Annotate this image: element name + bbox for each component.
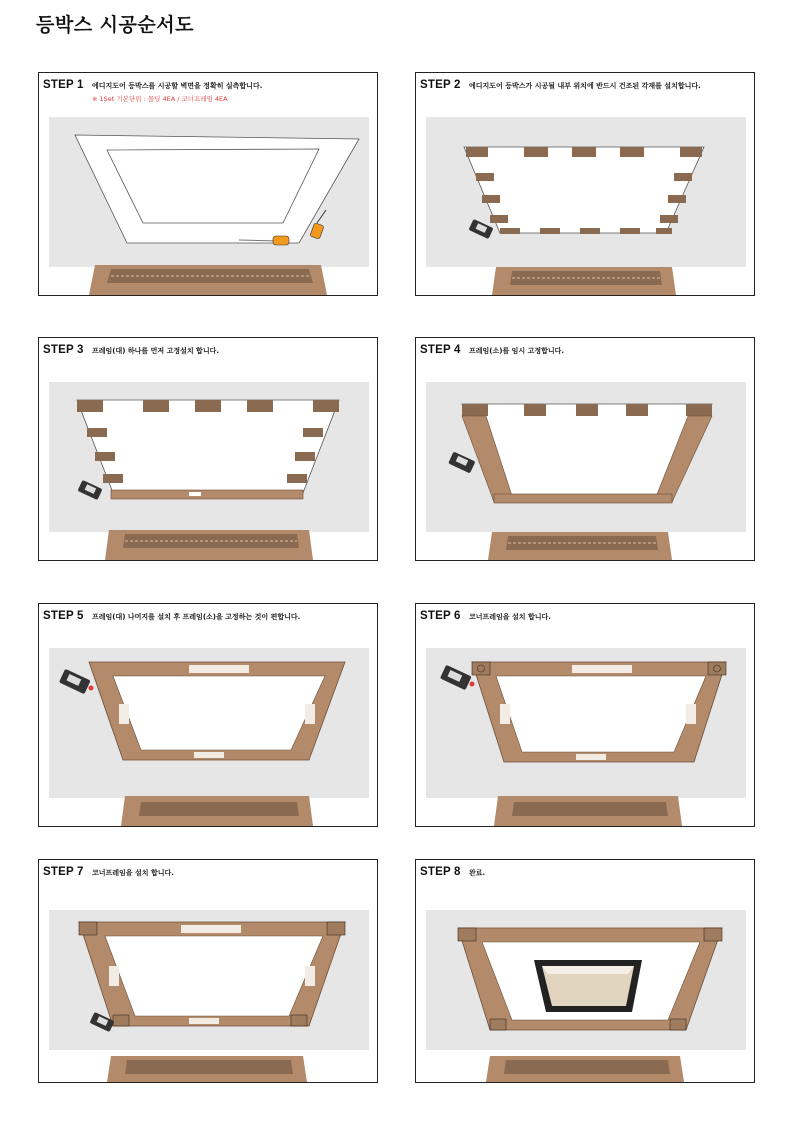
step-description: 에디지도어 등박스가 시공될 내부 위치에 반드시 건조된 각재를 설치합니다. [469,82,701,90]
floor-inlay-pattern [89,265,327,295]
step-panel-3 [38,337,378,561]
fixed-frame-large [111,490,303,499]
step-4-illustration [416,338,754,560]
step-description: 프레임(대) 나머지를 설치 후 프레임(소)을 고정하는 것이 편합니다. [92,613,301,621]
step-panel-1 [38,72,378,296]
step-label: STEP 2 [420,79,461,91]
fixed-frame-large [494,494,672,503]
frame-opening [113,676,325,750]
step-description: 코너프레임을 설치 합니다. [469,613,551,621]
frame-opening [496,676,706,752]
step-5-illustration [39,604,377,826]
step-label: STEP 8 [420,866,461,878]
step-6-illustration [416,604,754,826]
floor-inlay-pattern [494,796,682,826]
step-description: 에디지도어 등박스를 시공할 벽면을 정확히 실측합니다. [92,82,263,90]
step-7-illustration [39,860,377,1082]
floor-inlay-pattern [105,530,313,560]
step-label: STEP 6 [420,610,461,622]
step-description: 완료. [469,869,486,877]
step-label: STEP 4 [420,344,461,356]
step-2-illustration [416,73,754,295]
step-description: 프레임(소)를 임시 고정합니다. [469,347,565,355]
step-description: 프레임(대) 하나를 먼저 고정설치 합니다. [92,347,219,355]
step-label: STEP 3 [43,344,84,356]
frame-opening [105,936,323,1016]
step-note: ※ 1Set 기본단위 : 몰딩 4EA / 코너프레임 4EA [92,95,228,103]
step-3-illustration [39,338,377,560]
step-label: STEP 1 [43,79,84,91]
floor-inlay-pattern [121,796,313,826]
step-8-illustration [416,860,754,1082]
floor-inlay-pattern [486,1056,684,1082]
step-label: STEP 7 [43,866,84,878]
step-label: STEP 5 [43,610,84,622]
floor-inlay-pattern [107,1056,307,1082]
step-panel-7 [38,859,378,1083]
step-panel-6 [415,603,755,827]
step-description: 코너프레임을 설치 합니다. [92,869,174,877]
floor-inlay-pattern [488,532,672,560]
step-panel-8 [415,859,755,1083]
step-panel-5 [38,603,378,827]
frame-inlay [189,492,201,496]
ceiling-opening-outline [77,400,339,498]
floor-inlay-pattern [492,267,676,295]
step-panel-4 [415,337,755,561]
step-1-illustration [39,73,377,295]
page-title: 등박스 시공순서도 [36,14,194,36]
step-panel-2 [415,72,755,296]
light-box-recess [534,960,642,1012]
